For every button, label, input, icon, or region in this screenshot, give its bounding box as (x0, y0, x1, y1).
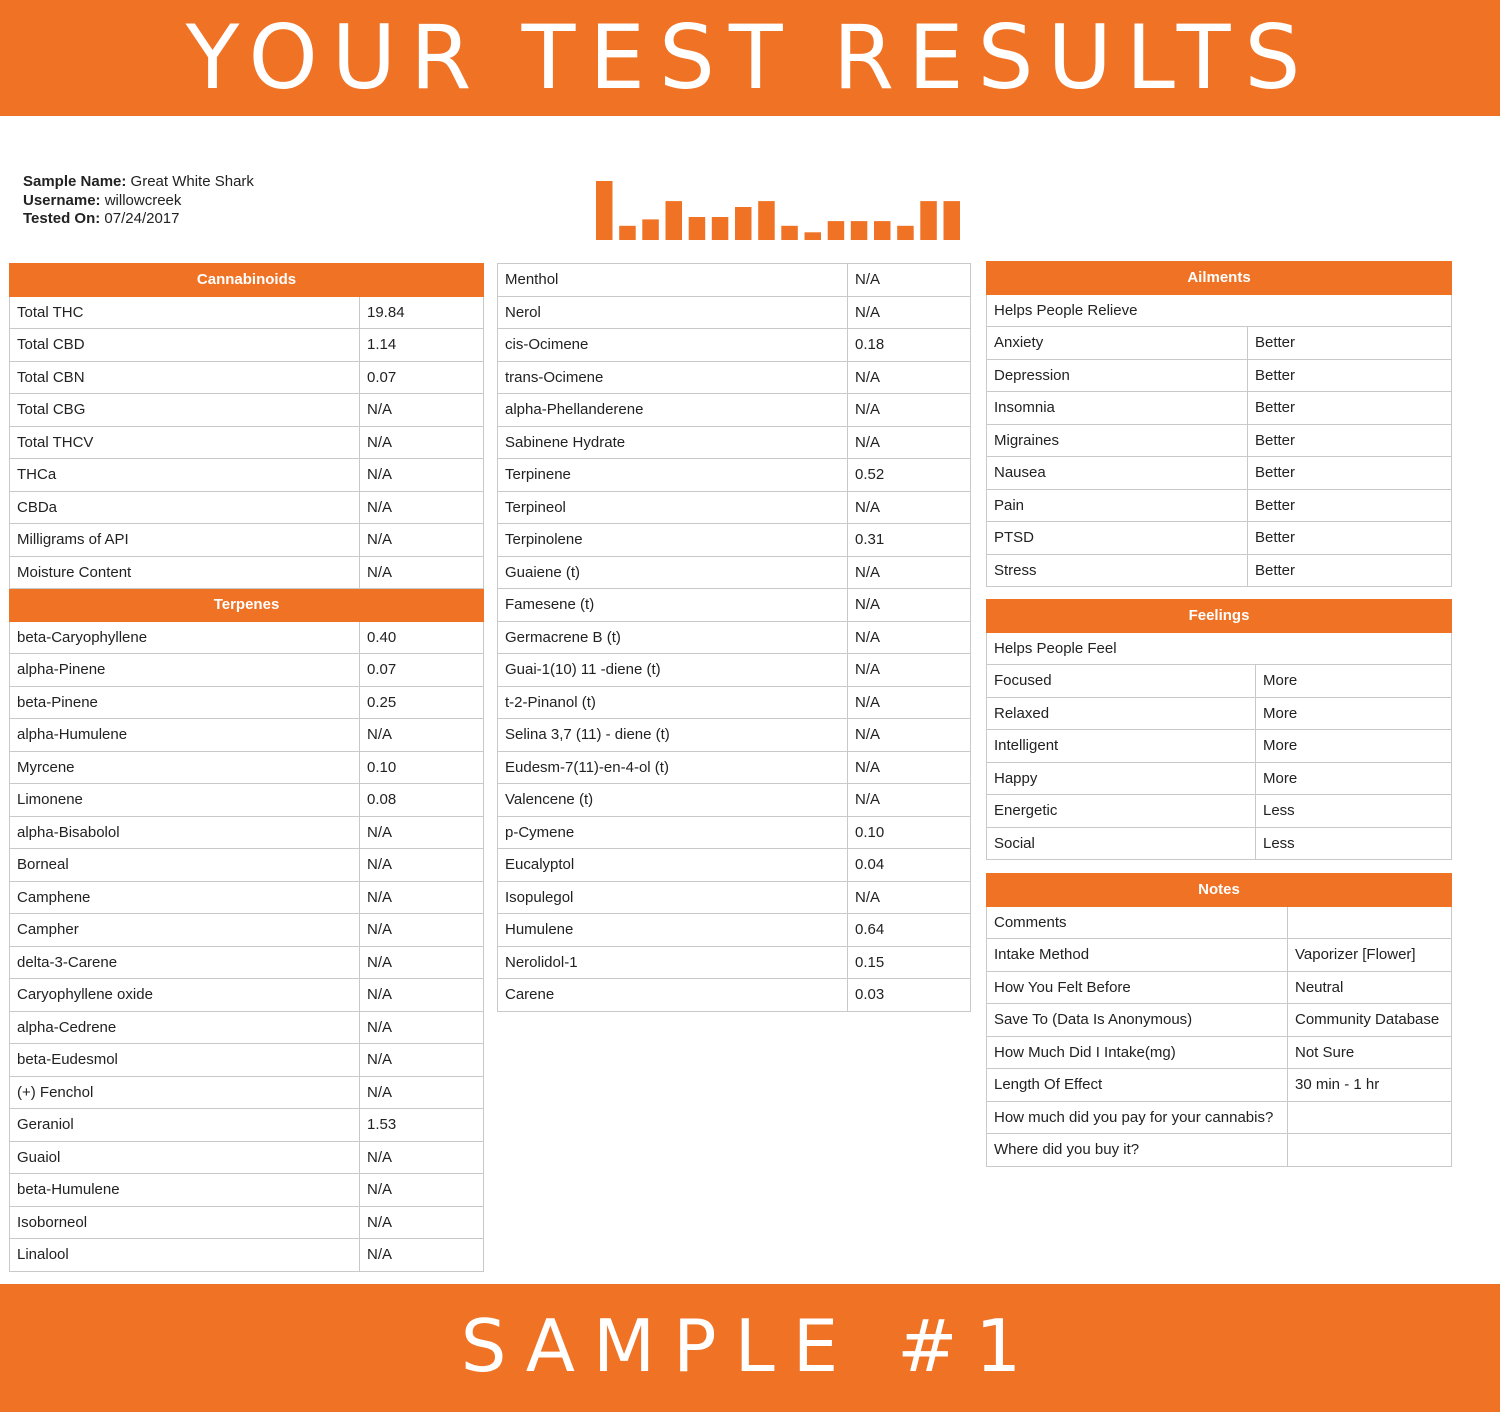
table-row (498, 816, 971, 849)
feelings-table (986, 599, 1452, 860)
table-row (498, 361, 971, 394)
terpene-label: alpha-Pinene (10, 654, 360, 687)
terpene-value: 0.10 (360, 751, 484, 784)
terpene-label: Guaiene (t) (498, 556, 848, 589)
terpene-label: Nerol (498, 296, 848, 329)
cannabinoids-table (9, 263, 484, 1272)
terpene-value: N/A (848, 719, 971, 752)
terpene-value: N/A (360, 1141, 484, 1174)
header-banner (0, 0, 1500, 116)
cannabinoids-header: Cannabinoids (10, 264, 484, 297)
table-row (498, 621, 971, 654)
terpene-label: Geraniol (10, 1109, 360, 1142)
note-value (1288, 1134, 1452, 1167)
feelings-header: Feelings (987, 600, 1452, 633)
table-row (10, 816, 484, 849)
terpene-value: N/A (848, 394, 971, 427)
bar-logo-icon (596, 181, 960, 240)
terpene-label: Terpineol (498, 491, 848, 524)
note-label: Save To (Data Is Anonymous) (987, 1004, 1288, 1037)
table-row (987, 1134, 1452, 1167)
terpene-label: Isopulegol (498, 881, 848, 914)
ailment-label: Pain (987, 489, 1248, 522)
terpene-label: Humulene (498, 914, 848, 947)
terpene-label: Carene (498, 979, 848, 1012)
table-row (498, 491, 971, 524)
terpene-value: 0.15 (848, 946, 971, 979)
ailment-value: Better (1248, 327, 1452, 360)
table-row (987, 424, 1452, 457)
table-row (987, 1036, 1452, 1069)
cannabinoid-label: Milligrams of API (10, 524, 360, 557)
table-row (987, 939, 1452, 972)
logo-bar (781, 226, 798, 240)
ailment-value: Better (1248, 554, 1452, 587)
cannabinoid-value: N/A (360, 459, 484, 492)
cannabinoid-value: 0.07 (360, 361, 484, 394)
feeling-label: Social (987, 827, 1256, 860)
notes-header-row (987, 874, 1452, 907)
cannabinoid-label: Total THCV (10, 426, 360, 459)
feeling-label: Focused (987, 665, 1256, 698)
ailments-subheader-row (987, 294, 1452, 327)
logo-bar (596, 181, 613, 240)
table-row (10, 556, 484, 589)
terpene-label: Guaiol (10, 1141, 360, 1174)
terpene-label: delta-3-Carene (10, 946, 360, 979)
table-row (10, 426, 484, 459)
terpene-value: N/A (848, 296, 971, 329)
table-row (987, 392, 1452, 425)
table-row (498, 556, 971, 589)
terpene-label: Germacrene B (t) (498, 621, 848, 654)
note-value: Not Sure (1288, 1036, 1452, 1069)
terpene-label: Eudesm-7(11)-en-4-ol (t) (498, 751, 848, 784)
terpene-value: N/A (848, 686, 971, 719)
cannabinoid-value: N/A (360, 556, 484, 589)
terpene-value: 0.52 (848, 459, 971, 492)
terpene-label: Sabinene Hydrate (498, 426, 848, 459)
table-row (987, 327, 1452, 360)
terpene-value: N/A (360, 946, 484, 979)
feeling-value: Less (1256, 827, 1452, 860)
table-row (987, 827, 1452, 860)
cannabinoids-header-row (10, 264, 484, 297)
terpene-label: beta-Humulene (10, 1174, 360, 1207)
terpene-value: N/A (360, 1174, 484, 1207)
terpene-label: Valencene (t) (498, 784, 848, 817)
feeling-label: Intelligent (987, 730, 1256, 763)
terpene-label: Terpinolene (498, 524, 848, 557)
table-row (987, 665, 1452, 698)
note-label: Length Of Effect (987, 1069, 1288, 1102)
table-row (987, 457, 1452, 490)
terpene-label: Campher (10, 914, 360, 947)
logo-bar (851, 221, 868, 240)
logo-bar (805, 232, 822, 240)
note-label: Where did you buy it? (987, 1134, 1288, 1167)
table-row (10, 1044, 484, 1077)
table-row (498, 459, 971, 492)
table-row (10, 849, 484, 882)
note-label: How You Felt Before (987, 971, 1288, 1004)
table-row (498, 329, 971, 362)
table-row (987, 1101, 1452, 1134)
ailments-header: Ailments (987, 262, 1452, 295)
table-row (10, 296, 484, 329)
terpene-label: alpha-Humulene (10, 719, 360, 752)
table-row (10, 1141, 484, 1174)
logo-bar (689, 217, 706, 240)
logo-bar (735, 207, 752, 240)
table-row (10, 1011, 484, 1044)
terpene-label: Myrcene (10, 751, 360, 784)
table-row (10, 914, 484, 947)
cannabinoid-value: N/A (360, 426, 484, 459)
table-row (10, 686, 484, 719)
logo-bar (920, 201, 937, 240)
note-value: Vaporizer [Flower] (1288, 939, 1452, 972)
terpene-value: 0.04 (848, 849, 971, 882)
terpene-value: N/A (848, 589, 971, 622)
table-row (987, 359, 1452, 392)
terpene-label: Menthol (498, 264, 848, 297)
sample-name-line: Sample Name: Great White Shark (23, 173, 254, 190)
terpene-label: t-2-Pinanol (t) (498, 686, 848, 719)
terpenes-header-row (10, 589, 484, 622)
footer-banner (0, 1284, 1500, 1412)
feeling-value: More (1256, 730, 1452, 763)
notes-header: Notes (987, 874, 1452, 907)
terpene-label: cis-Ocimene (498, 329, 848, 362)
logo-bar (897, 226, 914, 240)
table-row (987, 554, 1452, 587)
table-row (498, 264, 971, 297)
table-row (498, 686, 971, 719)
table-row (10, 394, 484, 427)
ailment-value: Better (1248, 522, 1452, 555)
terpene-value: N/A (360, 881, 484, 914)
table-row (10, 751, 484, 784)
terpene-label: beta-Caryophyllene (10, 621, 360, 654)
ailment-value: Better (1248, 392, 1452, 425)
terpene-value: N/A (360, 1076, 484, 1109)
terpene-value: N/A (848, 556, 971, 589)
terpene-label: Camphene (10, 881, 360, 914)
terpene-value: 0.07 (360, 654, 484, 687)
terpene-label: alpha-Cedrene (10, 1011, 360, 1044)
terpene-label: Isoborneol (10, 1206, 360, 1239)
terpene-label: p-Cymene (498, 816, 848, 849)
table-row (498, 784, 971, 817)
cannabinoid-label: Total CBG (10, 394, 360, 427)
table-row (10, 1174, 484, 1207)
terpene-value: 0.31 (848, 524, 971, 557)
terpene-value: N/A (360, 1011, 484, 1044)
table-row (987, 762, 1452, 795)
terpene-label: trans-Ocimene (498, 361, 848, 394)
terpene-value: N/A (848, 491, 971, 524)
table-row (10, 654, 484, 687)
terpene-value: N/A (360, 979, 484, 1012)
table-row (498, 719, 971, 752)
sample-info (23, 173, 254, 229)
ailments-table (986, 261, 1452, 587)
feelings-subheader: Helps People Feel (987, 632, 1452, 665)
note-value: Community Database (1288, 1004, 1452, 1037)
logo-bar (944, 201, 961, 240)
terpene-value: N/A (848, 264, 971, 297)
logo-bar (619, 226, 636, 240)
terpene-value: N/A (848, 361, 971, 394)
cannabinoid-value: 1.14 (360, 329, 484, 362)
terpene-value: N/A (360, 914, 484, 947)
table-row (10, 621, 484, 654)
cannabinoid-label: Total THC (10, 296, 360, 329)
table-row (498, 751, 971, 784)
ailment-label: Nausea (987, 457, 1248, 490)
header-title: YOUR TEST RESULTS (185, 6, 1315, 109)
terpene-value: N/A (848, 751, 971, 784)
table-row (10, 979, 484, 1012)
feeling-value: More (1256, 697, 1452, 730)
terpene-label: alpha-Bisabolol (10, 816, 360, 849)
sample-name-value: Great White Shark (130, 173, 254, 190)
table-row (10, 784, 484, 817)
table-row (10, 1206, 484, 1239)
ailment-label: PTSD (987, 522, 1248, 555)
terpene-label: beta-Pinene (10, 686, 360, 719)
table-row (10, 719, 484, 752)
cannabinoid-value: N/A (360, 394, 484, 427)
note-label: Comments (987, 906, 1288, 939)
note-value (1288, 1101, 1452, 1134)
terpene-value: N/A (848, 621, 971, 654)
tested-on-value: 07/24/2017 (104, 210, 180, 227)
logo-bar (758, 201, 775, 240)
feelings-header-row (987, 600, 1452, 633)
terpene-label: Linalool (10, 1239, 360, 1272)
terpene-value: 0.40 (360, 621, 484, 654)
ailment-value: Better (1248, 457, 1452, 490)
table-row (498, 426, 971, 459)
table-row (498, 914, 971, 947)
terpene-label: Borneal (10, 849, 360, 882)
terpenes-continued-table (497, 263, 971, 1012)
table-row (498, 296, 971, 329)
cannabinoid-value: N/A (360, 491, 484, 524)
note-value: 30 min - 1 hr (1288, 1069, 1452, 1102)
ailments-header-row (987, 262, 1452, 295)
feeling-label: Relaxed (987, 697, 1256, 730)
table-row (987, 971, 1452, 1004)
note-value (1288, 906, 1452, 939)
terpene-value: N/A (360, 1239, 484, 1272)
terpene-value: N/A (360, 816, 484, 849)
table-row (498, 946, 971, 979)
terpene-label: (+) Fenchol (10, 1076, 360, 1109)
ailment-value: Better (1248, 489, 1452, 522)
note-label: How much did you pay for your cannabis? (987, 1101, 1288, 1134)
terpene-label: Selina 3,7 (11) - diene (t) (498, 719, 848, 752)
ailment-value: Better (1248, 424, 1452, 457)
tested-on-line: Tested On: 07/24/2017 (23, 210, 180, 227)
terpene-label: Terpinene (498, 459, 848, 492)
terpene-value: N/A (360, 849, 484, 882)
cannabinoid-value: N/A (360, 524, 484, 557)
note-label: Intake Method (987, 939, 1288, 972)
table-row (10, 361, 484, 394)
terpene-value: N/A (848, 784, 971, 817)
table-row (987, 795, 1452, 828)
terpene-label: Guai-1(10) 11 -diene (t) (498, 654, 848, 687)
table-row (987, 1004, 1452, 1037)
cannabinoid-label: CBDa (10, 491, 360, 524)
table-row (987, 697, 1452, 730)
ailment-label: Migraines (987, 424, 1248, 457)
table-row (498, 589, 971, 622)
terpene-value: 0.08 (360, 784, 484, 817)
table-row (498, 849, 971, 882)
feeling-value: More (1256, 665, 1452, 698)
cannabinoid-value: 19.84 (360, 296, 484, 329)
logo-bar (712, 217, 729, 240)
feeling-label: Happy (987, 762, 1256, 795)
logo-bar (828, 221, 845, 240)
footer-title: SAMPLE #1 (460, 1304, 1040, 1388)
cannabinoid-label: THCa (10, 459, 360, 492)
terpene-value: 0.64 (848, 914, 971, 947)
table-row (987, 1069, 1452, 1102)
table-row (10, 329, 484, 362)
ailment-value: Better (1248, 359, 1452, 392)
note-label: How Much Did I Intake(mg) (987, 1036, 1288, 1069)
table-row (10, 459, 484, 492)
terpene-value: N/A (360, 1206, 484, 1239)
ailment-label: Stress (987, 554, 1248, 587)
username-line: Username: willowcreek (23, 191, 182, 209)
terpene-label: Famesene (t) (498, 589, 848, 622)
terpene-value: N/A (848, 426, 971, 459)
username-value: willowcreek (104, 191, 182, 209)
terpene-value: N/A (360, 719, 484, 752)
cannabinoid-label: Total CBN (10, 361, 360, 394)
logo-bar (642, 219, 659, 240)
table-row (10, 491, 484, 524)
ailments-subheader: Helps People Relieve (987, 294, 1452, 327)
ailment-label: Anxiety (987, 327, 1248, 360)
terpene-value: 1.53 (360, 1109, 484, 1142)
cannabinoid-label: Moisture Content (10, 556, 360, 589)
terpene-label: Eucalyptol (498, 849, 848, 882)
terpene-value: 0.10 (848, 816, 971, 849)
terpene-value: 0.03 (848, 979, 971, 1012)
terpene-value: N/A (848, 654, 971, 687)
table-row (498, 979, 971, 1012)
notes-table (986, 873, 1452, 1167)
terpene-value: 0.25 (360, 686, 484, 719)
table-row (987, 906, 1452, 939)
feelings-subheader-row (987, 632, 1452, 665)
note-value: Neutral (1288, 971, 1452, 1004)
terpene-value: 0.18 (848, 329, 971, 362)
terpene-label: beta-Eudesmol (10, 1044, 360, 1077)
ailment-label: Insomnia (987, 392, 1248, 425)
table-row (10, 1076, 484, 1109)
table-row (987, 730, 1452, 763)
terpene-value: N/A (848, 881, 971, 914)
logo-bar (874, 221, 891, 240)
table-row (987, 489, 1452, 522)
table-row (10, 1239, 484, 1272)
terpene-label: Nerolidol-1 (498, 946, 848, 979)
terpenes-header: Terpenes (10, 589, 484, 622)
logo-bar (666, 201, 683, 240)
table-row (498, 394, 971, 427)
terpene-label: alpha-Phellanderene (498, 394, 848, 427)
terpene-label: Caryophyllene oxide (10, 979, 360, 1012)
terpene-value: N/A (360, 1044, 484, 1077)
table-row (498, 524, 971, 557)
ailment-label: Depression (987, 359, 1248, 392)
table-row (987, 522, 1452, 555)
terpene-label: Limonene (10, 784, 360, 817)
table-row (498, 881, 971, 914)
feeling-value: Less (1256, 795, 1452, 828)
table-row (10, 946, 484, 979)
table-row (10, 881, 484, 914)
cannabinoid-label: Total CBD (10, 329, 360, 362)
feeling-value: More (1256, 762, 1452, 795)
table-row (10, 524, 484, 557)
table-row (10, 1109, 484, 1142)
table-row (498, 654, 971, 687)
feeling-label: Energetic (987, 795, 1256, 828)
